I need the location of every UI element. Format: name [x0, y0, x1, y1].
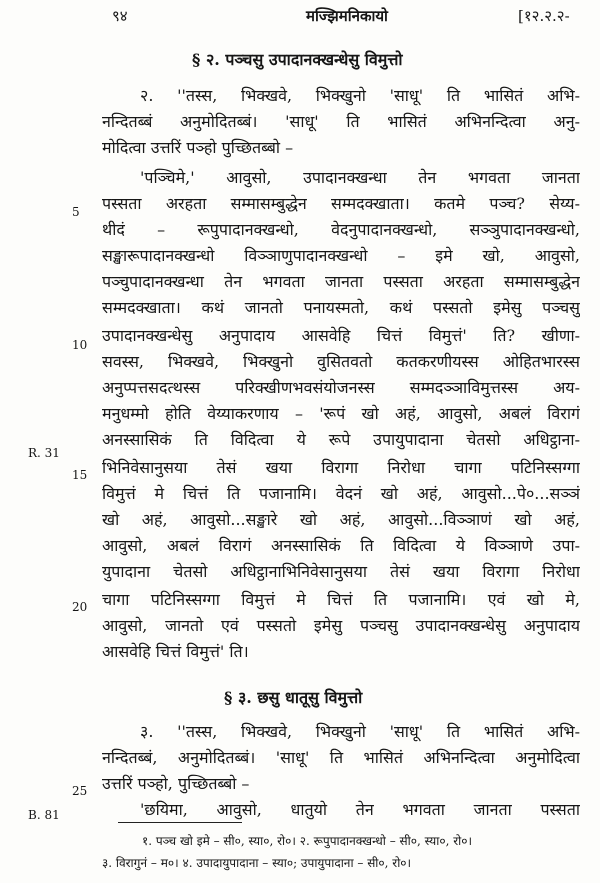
text-line: विमुत्तं मे चित्तं ति पजानामि। वेदनं खो अहं, आवुसो...पे०...सञ्ञं: [102, 484, 580, 503]
text-line: मनुधम्मो होति वेय्याकरणाय – 'रूपं खो अहं, आवुसो, अबलं विरागं: [102, 404, 580, 423]
text-line: नन्दितब्बं अनुमोदितब्बं। 'साधू' ति भासितं अभिनन्दित्वा अनु-: [102, 112, 580, 131]
text-line: युपादाना चेतसो अधिट्ठानाभिनिवेसानुसया तेसं खया विरागा निरोधा: [102, 562, 580, 581]
section-reference: [१२.२.२-: [518, 7, 570, 25]
text-line: सङ्खारूपादानक्खन्धो विञ्ञाणुपादानक्खन्धो – इमे खो, आवुसो,: [102, 246, 580, 265]
text-line: 'पञ्चिमे,' आवुसो, उपादानक्खन्धा तेन भगवता जानता: [140, 168, 580, 187]
text-line: मोदित्वा उत्तरिं पञ्हो पुच्छितब्बो –: [102, 138, 294, 157]
page-number: ९४: [112, 7, 128, 25]
text-line: ३. ''तस्स, भिक्खवे, भिक्खुनो 'साधू' ति भासितं अभि-: [140, 722, 580, 741]
margin-reference: B. 81: [28, 808, 60, 822]
line-number: 5: [72, 205, 80, 219]
margin-reference: R. 31: [28, 446, 60, 460]
section-heading: § २. पञ्चसु उपादानक्खन्धेसु विमुत्तो: [192, 50, 403, 69]
text-line: आवुसो, अबलं विरागं अनस्सासिकं ति विदित्वा ये विञ्ञाणे उपा-: [102, 536, 580, 555]
line-number: 10: [72, 338, 88, 352]
line-number: 20: [72, 600, 88, 614]
footnote-line: १. पञ्च खो इमे – सी०, स्या०, रो०। २. रूपुपादानक्खन्धो – सी०, स्या०, रो०।: [142, 834, 473, 848]
page-header: [0, 4, 600, 28]
text-line: थीदं – रूपुपादानक्खन्धो, वेदनुपादानक्खन्धो, सञ्ञुपादानक्खन्धो,: [102, 220, 580, 239]
book-title: मज्झिमनिकायो: [306, 7, 388, 25]
text-line: सवस्स, भिक्खवे, भिक्खुनो वुसितवतो कतकरणीयस्स ओहितभारस्स: [102, 352, 580, 371]
text-line: सम्मदक्खाता। कथं जानतो पनायस्मतो, कथं पस्सतो इमेसु पञ्चसु: [102, 298, 580, 317]
line-number: 15: [72, 468, 88, 482]
footnote-line: ३. विरागुनं – म०। ४. उपादायुपादाना – स्या०; उपायुपादाना – सी०, रो०।: [102, 856, 412, 870]
text-line: आसवेहि चित्तं विमुत्तं' ति।: [102, 642, 249, 661]
text-line: खो अहं, आवुसो...सङ्खारे खो अहं, आवुसो...विञ्ञाणं खो अहं,: [102, 510, 580, 529]
text-line: पञ्चुपादानक्खन्धा तेन भगवता जानता पस्सता अरहता सम्मासम्बुद्धेन: [102, 272, 580, 291]
text-line: उपादानक्खन्धेसु अनुपादाय आसवेहि चित्तं विमुत्तं' ति? खीणा-: [102, 326, 580, 345]
text-line: अनुप्पत्तसदत्थस्स परिक्खीणभवसंयोजनस्स सम्मदञ्ञाविमुत्तस्स अय-: [102, 378, 580, 397]
text-line: अनस्सासिकं ति विदित्वा ये रूपे उपायुपादाना चेतसो अधिट्ठाना-: [102, 430, 580, 449]
text-line: 'छयिमा, आवुसो, धातुयो तेन भगवता जानता पस्सता: [140, 800, 580, 819]
text-line: पस्सता अरहता सम्मासम्बुद्धेन सम्मदक्खाता। कतमे पञ्च? सेय्य-: [102, 194, 580, 213]
line-number: 25: [72, 784, 88, 798]
text-line: आवुसो, जानतो एवं पस्सतो इमेसु पञ्चसु उपादानक्खन्धेसु अनुपादाय: [102, 616, 580, 635]
text-line: २. ''तस्स, भिक्खवे, भिक्खुनो 'साधू' ति भासितं अभि-: [140, 86, 580, 105]
text-line: भिनिवेसानुसया तेसं खया विरागा निरोधा चागा पटिनिस्सग्गा: [102, 458, 580, 477]
text-line: चागा पटिनिस्सग्गा विमुत्तं मे चित्तं ति पजानामि। एवं खो मे,: [102, 590, 580, 609]
footnote-divider: [118, 822, 242, 823]
text-line: उत्तरिं पञ्हो, पुच्छितब्बो –: [102, 774, 250, 793]
section-heading: § ३. छसु धातूसु विमुत्तो: [224, 688, 363, 707]
text-line: नन्दितब्बं, अनुमोदितब्बं। 'साधू' ति भासितं अभिनन्दित्वा अनुमोदित्वा: [102, 748, 580, 767]
